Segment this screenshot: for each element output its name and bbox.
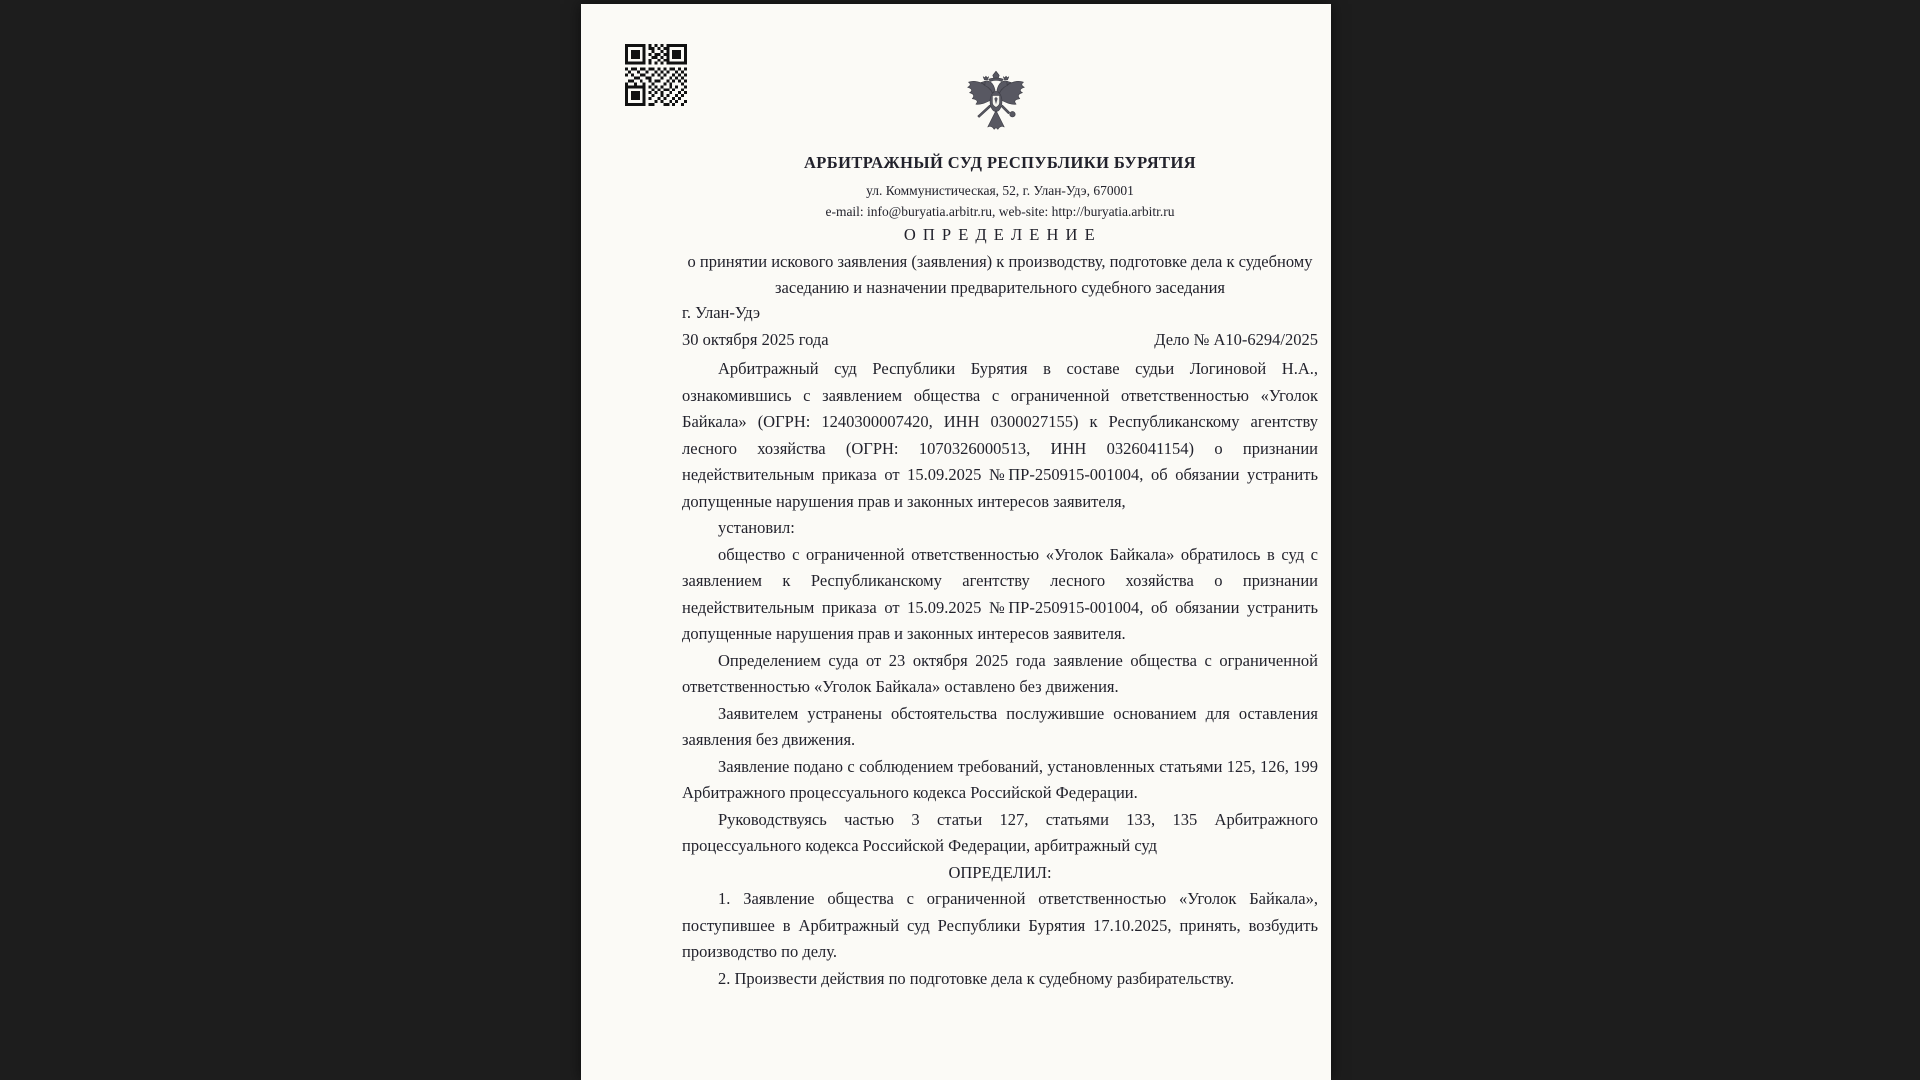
ruling-paragraph: 2. Произвести действия по подготовке дела к судебному разбирательству. [718,968,1235,988]
city: г. Улан-Удэ [682,303,761,322]
ruling-paragraph: 1. Заявление общества с ограниченной ответственностью «Уголок Байкала», поступившее в Арбитражный суд Республики Бурятия 17.10.2025, принять, возбудить производство по делу. [682,889,1318,961]
body-paragraph: Определением суда от 23 октября 2025 года заявление общества с ограниченной ответственностью «Уголок Байкала» оставлено без движения. [682,650,1318,696]
body-paragraph: общество с ограниченной ответственностью «Уголок Байкала» обратилось в суд с заявлением к Республиканскому агентству лесного хозяйства о признании недействительным приказа от 15.09.2025 №ПР-250915-001004, об обязании устранить допущенные нарушения прав и законных интересов заявителя. [682,544,1318,643]
document-title: О П Р Е Д Е Л Е Н И Е [903,225,1097,244]
court-contacts: e-mail: info@buryatia.arbitr.ru, web-site: http://buryatia.arbitr.ru [825,204,1175,219]
intro-paragraph: Арбитражный суд Республики Бурятия в составе судьи Логиновой Н.А., ознакомившись с заявлением общества с ограниченной ответственностью «Уголок Байкала» (ОГРН: 1240300007420, ИНН 0300027155) к Республиканскому агентству лесного хозяйства (ОГРН: 1070326000513, ИНН 0326041154) о признании недействительным приказа от 15.09.2025 №ПР-250915-001004, об обязании устранить допущенные нарушения прав и законных интересов заявителя, [682,359,1318,511]
case-number: Дело № А10-6294/2025 [1154,330,1318,349]
body-paragraph: Заявителем устранены обстоятельства послужившие основанием для оставления заявления без движения. [682,703,1318,749]
ustanovil-label: установил: [718,518,795,537]
document-subtitle-line2: заседанию и назначении предварительного судебного заседания [774,278,1225,297]
court-address: ул. Коммунистическая, 52, г. Улан-Удэ, 670001 [866,183,1134,198]
document-subtitle-line1: о принятии искового заявления (заявления) к производству, подготовке дела к судебному [687,252,1313,271]
document-page [581,4,1331,1080]
body-paragraph: Руководствуясь частью 3 статьи 127, статьями 133, 135 Арбитражного процессуального кодекса Российской Федерации, арбитражный суд [682,809,1318,855]
qr-code-icon [625,44,687,106]
russia-coat-of-arms-icon [964,70,1028,142]
document-date: 30 октября 2025 года [682,330,829,349]
opredelil-label: ОПРЕДЕЛИЛ: [948,862,1052,882]
body-paragraph: Заявление подано с соблюдением требований, установленных статьями 125, 126, 199 Арбитражного процессуального кодекса Российской Федерации. [682,756,1318,802]
court-name: АРБИТРАЖНЫЙ СУД РЕСПУБЛИКИ БУРЯТИЯ [803,153,1196,172]
document-body [682,356,1318,992]
date-case-row [682,330,1318,350]
